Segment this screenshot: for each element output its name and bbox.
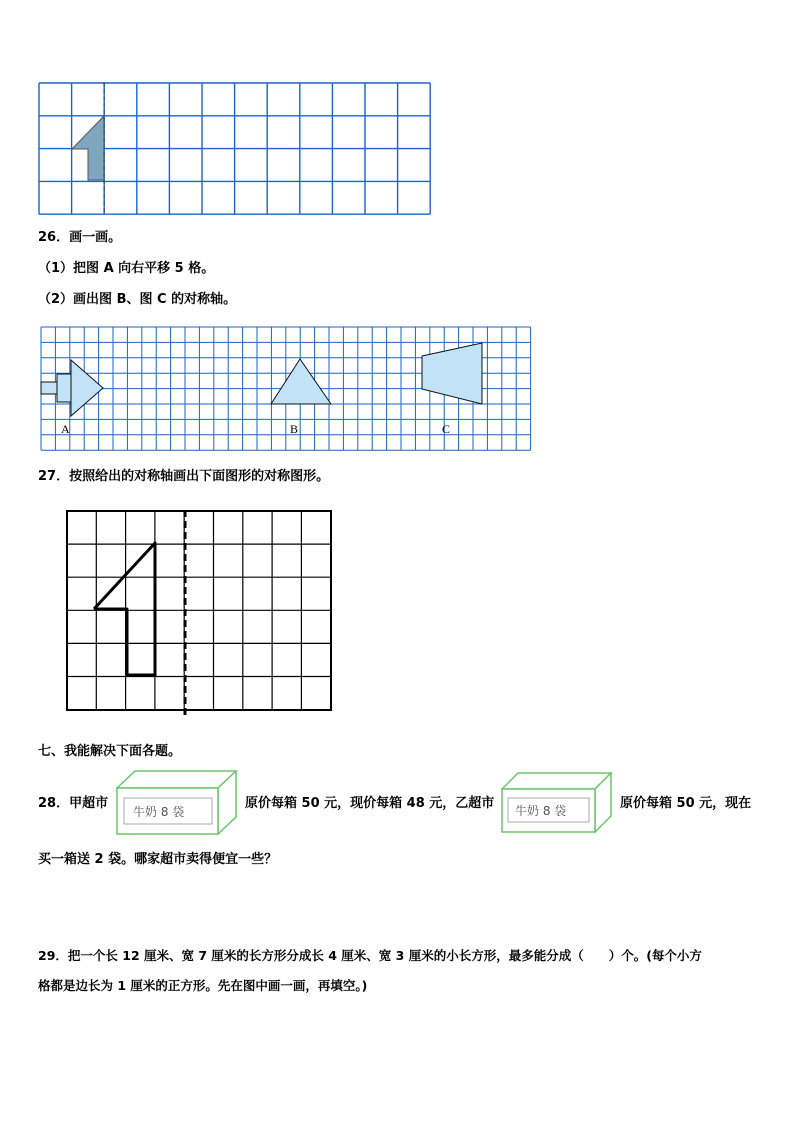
figure-b-triangle (271, 359, 331, 404)
section-7-title: 七、我能解决下面各题。 (38, 744, 182, 759)
figure-c-trapezoid (422, 343, 482, 404)
label-b: B (290, 422, 299, 436)
q26-title: 26．画一画。 (38, 230, 122, 245)
q26-grid-figure (40, 326, 532, 452)
q26-part1: （1）把图 A 向右平移 5 格。 (38, 261, 215, 276)
shaded-shape (72, 116, 104, 180)
q27-grid-figure (66, 510, 336, 720)
q28-prefix: 28．甲超市 (38, 796, 109, 811)
q28-middle: 原价每箱 50 元，现价每箱 48 元，乙超市 (245, 796, 495, 811)
given-shape (94, 543, 155, 675)
milk-box-a-label: 牛奶 8 袋 (133, 805, 185, 819)
milk-box-b (501, 772, 613, 834)
figure-a-arrow (41, 360, 103, 416)
q29-line2: 格都是边长为 1 厘米的正方形。先在图中画一画，再填空。) (38, 978, 368, 993)
q29-line1: 29．把一个长 12 厘米、宽 7 厘米的长方形分成长 4 厘米、宽 3 厘米的小长方形，最多能分成（ ）个。(每个小方 (38, 948, 702, 963)
milk-box-a (116, 770, 238, 836)
label-c: C (442, 422, 451, 436)
label-a: A (61, 422, 70, 436)
q27-title: 27．按照给出的对称轴画出下面图形的对称图形。 (38, 469, 330, 484)
top-grid-figure (38, 82, 433, 216)
q28-suffix: 原价每箱 50 元，现在 (620, 796, 752, 811)
q26-part2: （2）画出图 B、图 C 的对称轴。 (38, 292, 237, 307)
q28-line2: 买一箱送 2 袋。哪家超市卖得便宜一些？ (38, 852, 278, 867)
milk-box-b-label: 牛奶 8 袋 (515, 804, 567, 818)
